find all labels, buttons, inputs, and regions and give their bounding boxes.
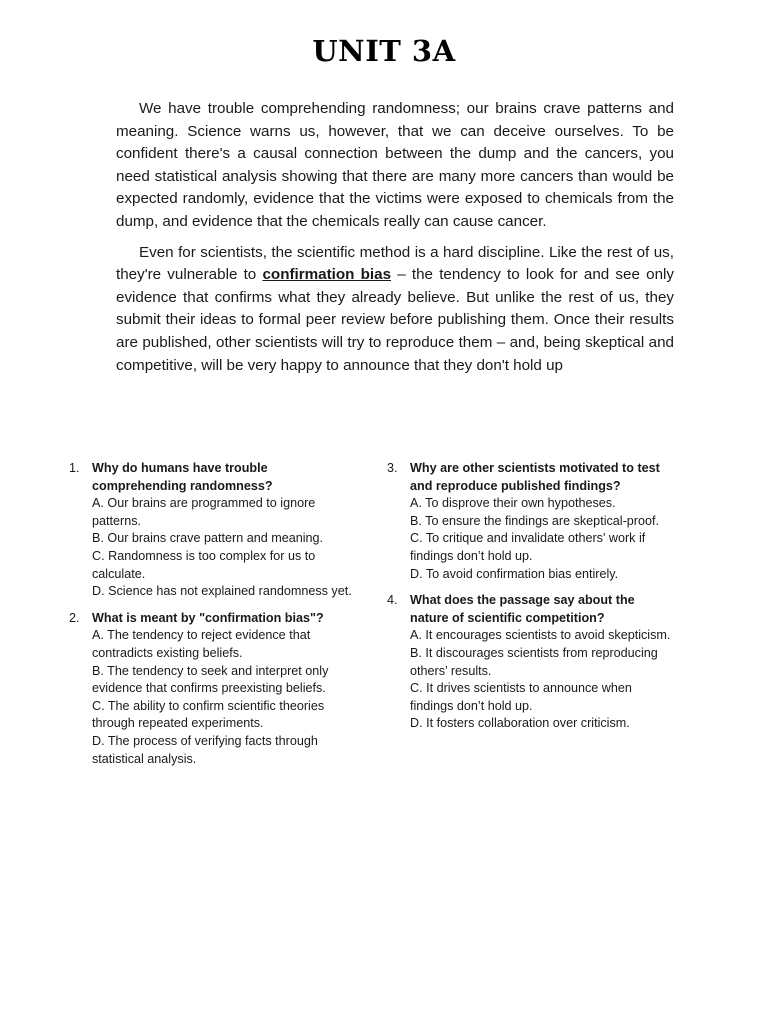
questions-column-right [384,460,676,742]
question-2 [66,610,360,768]
question-number: 3. [387,461,398,475]
answer-option-a: A. Our brains are programmed to ignore patterns. [92,496,316,528]
answer-option-d: D. To avoid confirmation bias entirely. [410,566,619,581]
question-3 [384,460,676,583]
question-text: What is meant by "confirmation bias"? [92,610,324,625]
questions-column-left [66,460,360,777]
passage-text: – the tendency to look for and see only evidence that confirms what they already believe. But unlike the rest of us, they submit their ideas to formal peer review before publishing them. Once their results are published, other scientists will try to reproduce them – and, being skeptical and competitive, will be very happy to announce that they don't hold up [116,266,674,374]
question-4 [384,592,676,733]
passage-paragraph-2 [116,242,674,378]
question-1 [66,460,360,601]
answer-option-b: B. It discourages scientists from reproducing others’ results. [410,645,658,678]
answer-option-a: A. To disprove their own hypotheses. [410,496,616,511]
reading-passage [116,98,674,385]
answer-option-c: C. To critique and invalidate others' work if findings don’t hold up. [410,531,646,563]
passage-paragraph-1: We have trouble comprehending randomness; our brains crave patterns and meaning. Science warns us, however, that we can deceive ourselves. To be confident there's a causal connection between the dump and the cancers, you need statistical analysis showing that there are many more cancers than would be expected randomly, evidence that the victims were exposed to chemicals from the dump, and evidence that the chemicals really can cause cancer. [116,100,674,230]
key-term-confirmation-bias: confirmation bias [262,266,392,284]
answer-option-d: D. Science has not explained randomness yet. [92,584,352,599]
question-text: Why are other scientists motivated to test and reproduce published findings? [410,461,660,493]
passage-text: Even for scientists, the scientific method is a hard discipline. Like the rest of us, they're vulnerable to [116,243,674,284]
question-text: Why do humans have trouble comprehending randomness? [92,461,273,493]
page-title: UNIT 3A [312,34,456,68]
answer-option-c: C. The ability to confirm scientific theories through repeated experiments. [92,698,325,731]
answer-option-c: C. Randomness is too complex for us to calculate. [92,548,316,581]
question-number: 4. [387,593,398,608]
question-text: What does the passage say about the nature of scientific competition? [410,593,635,625]
answer-option-b: B. The tendency to seek and interpret only evidence that confirms preexisting beliefs. [92,663,329,696]
answer-option-c: C. It drives scientists to announce when findings don’t hold up. [410,681,632,713]
question-number: 1. [69,461,80,475]
question-number: 2. [69,610,80,625]
answer-option-b: B. Our brains crave pattern and meaning. [92,531,324,546]
answer-option-d: D. The process of verifying facts through statistical analysis. [92,733,318,766]
answer-option-b: B. To ensure the findings are skeptical-proof. [410,513,659,528]
answer-option-a: A. It encourages scientists to avoid skepticism. [410,628,671,643]
answer-option-a: A. The tendency to reject evidence that contradicts existing beliefs. [92,628,311,660]
answer-option-d: D. It fosters collaboration over criticism. [410,716,630,731]
